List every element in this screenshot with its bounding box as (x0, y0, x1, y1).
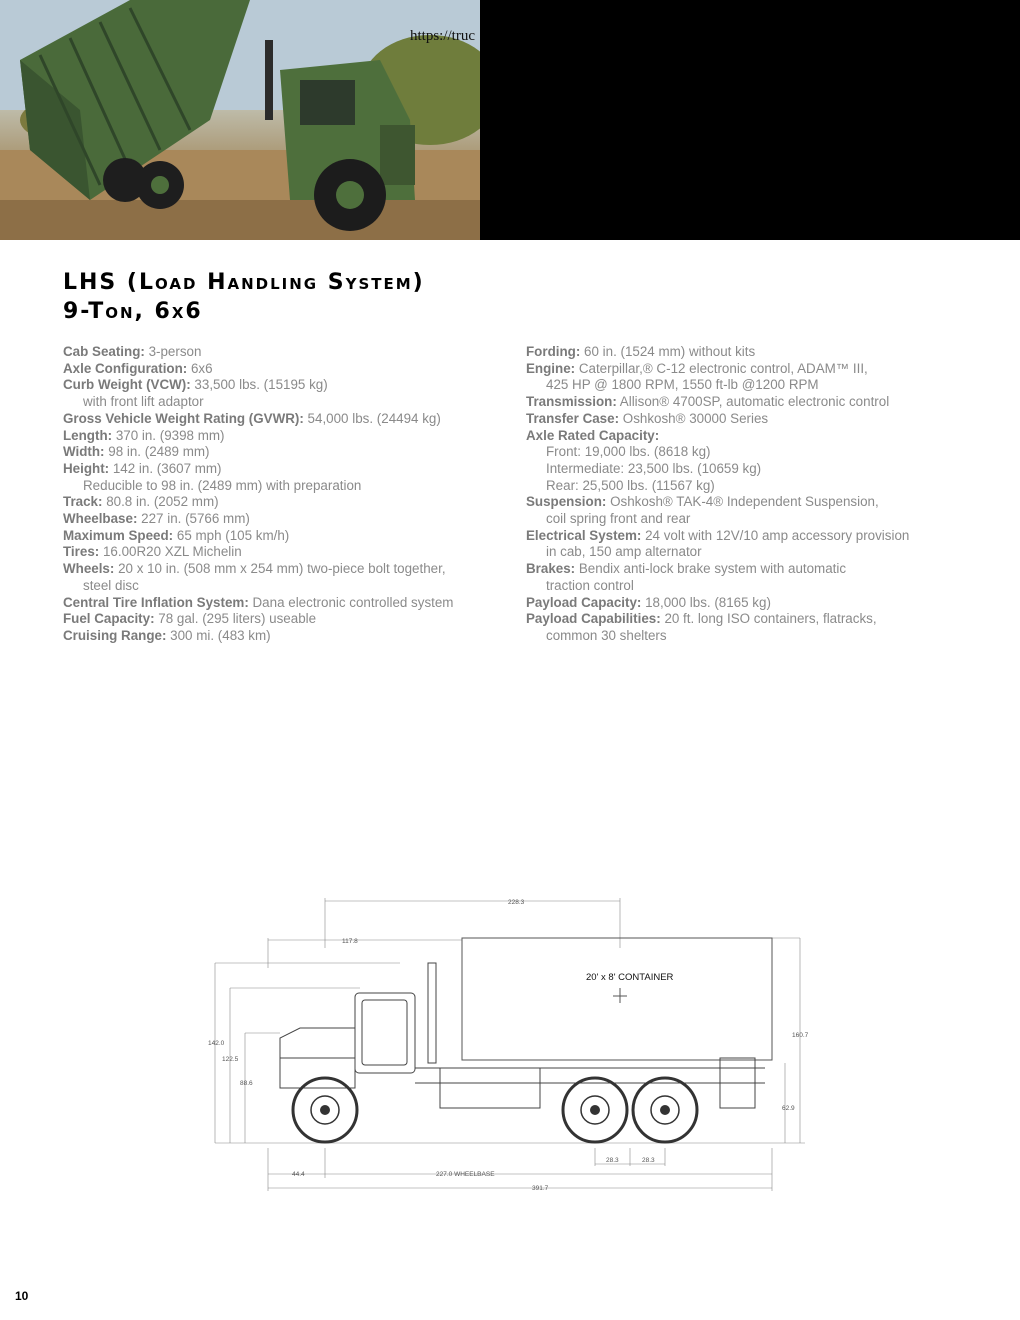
spec-value: 3-person (148, 344, 202, 359)
spec-value: 33,500 lbs. (15195 kg) (194, 377, 328, 393)
spec-label: Suspension: (526, 494, 607, 510)
spec-value: 16.00R20 XZL Michelin (102, 544, 242, 560)
spec-continuation: steel disc (83, 577, 139, 593)
spec-value: 300 mi. (483 km) (170, 627, 271, 643)
dim-axle-a: 28.3 (606, 1157, 619, 1164)
spec-value: 80.8 in. (2052 mm) (106, 494, 219, 510)
spec-label: Height: (63, 460, 110, 476)
spec-label: Transmission: (526, 394, 617, 410)
spec-label: Cab Seating: (63, 344, 145, 359)
spec-value: 20 x 10 in. (508 mm x 254 mm) two-piece bolt together, (118, 561, 446, 577)
spec-label: Central Tire Inflation System: (63, 594, 249, 610)
spec-value: 6x6 (190, 360, 213, 376)
spec-label: Maximum Speed: (63, 527, 174, 543)
spec-continuation: 425 HP @ 1800 RPM, 1550 ft-lb @1200 RPM (546, 377, 819, 393)
spec-label: Brakes: (526, 561, 576, 577)
spec-value: 20 ft. long ISO containers, flatracks, (664, 611, 877, 627)
spec-label: Axle Rated Capacity: (526, 427, 660, 443)
spec-row (63, 428, 503, 445)
spec-row (63, 611, 503, 628)
dim-142: 142.0 (208, 1040, 225, 1047)
spec-value: Oshkosh® TAK-4® Independent Suspension, (610, 494, 879, 510)
black-region (480, 0, 1020, 240)
spec-label: Electrical System: (526, 527, 642, 543)
spec-value: 60 in. (1524 mm) without kits (584, 344, 756, 359)
spec-continuation: Front: 19,000 lbs. (8618 kg) (546, 444, 711, 460)
spec-row (526, 428, 966, 445)
spec-label: Engine: (526, 360, 576, 376)
dim-88: 88.6 (240, 1080, 253, 1087)
spec-row (526, 411, 966, 428)
dim-117: 117.8 (342, 938, 358, 945)
spec-value: 142 in. (3607 mm) (112, 460, 222, 476)
spec-row (526, 344, 966, 361)
spec-row (63, 628, 503, 645)
spec-row (526, 361, 966, 378)
spec-continuation: common 30 shelters (546, 627, 667, 643)
spec-row (63, 411, 503, 428)
spec-value: 65 mph (105 km/h) (176, 527, 290, 543)
spec-row (63, 511, 503, 528)
spec-value: 370 in. (9398 mm) (115, 427, 225, 443)
page-number: 10 (15, 1289, 29, 1303)
container-label: 20' x 8' CONTAINER (586, 972, 674, 983)
spec-row (526, 394, 966, 411)
container-outline (462, 938, 772, 1060)
title-line-1: LHS (Load Handling System) (63, 270, 425, 295)
spec-row (63, 595, 503, 612)
spec-row (63, 361, 503, 378)
spec-value: 54,000 lbs. (24494 kg) (307, 410, 441, 426)
dim-62: 62.9 (782, 1105, 795, 1112)
specs-right-column (526, 344, 966, 645)
spec-continuation: with front lift adaptor (83, 394, 204, 410)
spec-value: 18,000 lbs. (8165 kg) (645, 594, 771, 610)
spec-row (63, 377, 503, 394)
spec-row (526, 561, 966, 578)
spec-row (526, 528, 966, 545)
spec-continuation: Reducible to 98 in. (2489 mm) with preparation (83, 477, 362, 493)
spec-label: Wheelbase: (63, 511, 138, 527)
spec-value: Bendix anti-lock brake system with automatic (578, 561, 847, 577)
page-title (63, 268, 425, 326)
spec-label: Curb Weight (VCW): (63, 377, 191, 393)
spec-value: Oshkosh® 30000 Series (622, 410, 769, 426)
spec-row (63, 544, 503, 561)
spec-value: 24 volt with 12V/10 amp accessory provision (645, 527, 910, 543)
spec-label: Payload Capabilities: (526, 611, 661, 627)
spec-label: Track: (63, 494, 103, 510)
spec-label: Wheels: (63, 561, 115, 577)
spec-value: Allison® 4700SP, automatic electronic control (619, 394, 890, 410)
dim-overall: 391.7 (532, 1185, 549, 1192)
spec-label: Tires: (63, 544, 100, 560)
dim-160: 160.7 (792, 1032, 809, 1039)
spec-label: Fording: (526, 344, 581, 359)
watermark-url: https://truc (410, 28, 475, 44)
dim-front-overhang: 44.4 (292, 1171, 305, 1178)
spec-value: 78 gal. (295 liters) useable (158, 611, 317, 627)
truck-outline (280, 963, 765, 1108)
spec-row (63, 528, 503, 545)
spec-label: Axle Configuration: (63, 360, 188, 376)
spec-row (526, 595, 966, 612)
dim-228: 228.3 (508, 899, 525, 906)
spec-continuation: Rear: 25,500 lbs. (11567 kg) (546, 477, 715, 493)
truck-photo-illustration (0, 0, 480, 240)
spec-continuation: traction control (546, 577, 634, 593)
spec-row (63, 344, 503, 361)
spec-value: Caterpillar,® C-12 electronic control, ADAM™ III, (578, 360, 868, 376)
dim-122: 122.5 (222, 1056, 239, 1063)
spec-label: Length: (63, 427, 113, 443)
dim-wheelbase: 227.0 WHEELBASE (436, 1171, 495, 1178)
spec-row (63, 461, 503, 478)
dim-axle-b: 28.3 (642, 1157, 655, 1164)
spec-label: Cruising Range: (63, 627, 167, 643)
dimension-diagram (200, 888, 820, 1198)
spec-continuation: coil spring front and rear (546, 511, 691, 527)
spec-value: 98 in. (2489 mm) (108, 444, 210, 460)
spec-row (63, 561, 503, 578)
spec-value: Dana electronic controlled system (252, 594, 454, 610)
truck-photo (0, 0, 480, 240)
spec-row (526, 611, 966, 628)
spec-continuation: in cab, 150 amp alternator (546, 544, 702, 560)
title-line-2: 9-Ton, 6x6 (63, 299, 203, 324)
spec-row (63, 494, 503, 511)
spec-label: Gross Vehicle Weight Rating (GVWR): (63, 410, 304, 426)
spec-row (526, 494, 966, 511)
spec-label: Payload Capacity: (526, 594, 642, 610)
spec-continuation: Intermediate: 23,500 lbs. (10659 kg) (546, 460, 762, 476)
spec-label: Transfer Case: (526, 410, 620, 426)
specs-left-column (63, 344, 503, 645)
spec-row (63, 444, 503, 461)
spec-label: Width: (63, 444, 105, 460)
spec-label: Fuel Capacity: (63, 611, 155, 627)
spec-value: 227 in. (5766 mm) (141, 511, 250, 527)
